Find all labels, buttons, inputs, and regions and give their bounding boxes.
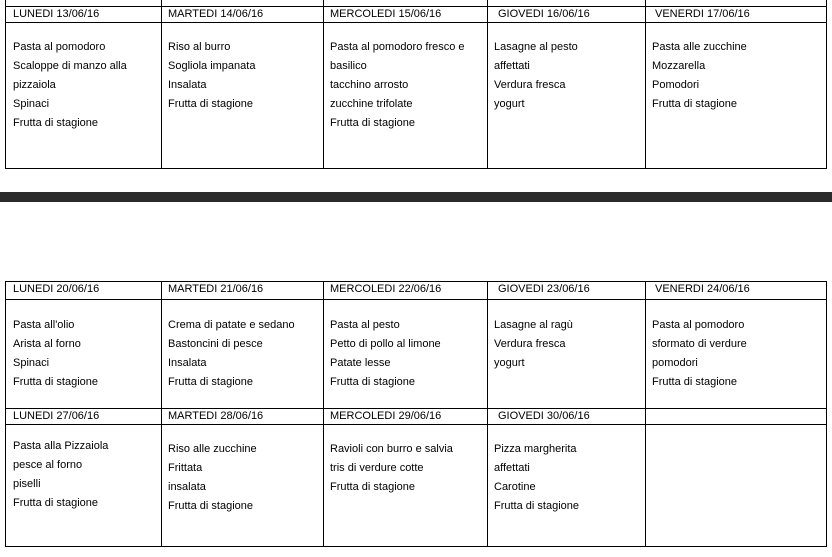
day-header: MARTEDI 14/06/16 (168, 8, 264, 20)
menu-item: Pasta al pomodoro (13, 41, 106, 53)
menu-item: pomodori (652, 357, 698, 369)
day-header: LUNEDI 27/06/16 (13, 410, 100, 422)
menu-item: Pasta al pomodoro (652, 319, 745, 331)
table2-week-rule (5, 408, 827, 409)
day-menu (330, 440, 453, 497)
table2-header2-rule (5, 424, 827, 425)
day-menu (652, 316, 747, 392)
menu-item: Sogliola impanata (168, 60, 256, 72)
table1-col-1 (161, 0, 162, 169)
day-header: MERCOLEDI 22/06/16 (330, 283, 442, 295)
menu-item: Frutta di stagione (168, 376, 253, 388)
day-menu (13, 437, 108, 513)
day-header: LUNEDI 20/06/16 (13, 283, 100, 295)
menu-item: Pomodori (652, 79, 700, 91)
table1-col-2 (323, 0, 324, 169)
table2-top-rule (5, 281, 827, 282)
menu-item: Scaloppe di manzo alla (13, 60, 127, 72)
day-header: MERCOLEDI 15/06/16 (330, 8, 442, 20)
day-menu (13, 38, 127, 133)
menu-item: Carotine (494, 481, 536, 493)
menu-item: Pizza margherita (494, 443, 577, 455)
menu-item: insalata (168, 481, 206, 493)
menu-item: Frutta di stagione (494, 500, 579, 512)
day-header: MARTEDI 28/06/16 (168, 410, 264, 422)
day-menu (168, 316, 295, 392)
table2-header-rule (5, 299, 827, 300)
day-menu (494, 38, 578, 114)
menu-item: Pasta all'olio (13, 319, 75, 331)
day-header: VENERDI 17/06/16 (655, 8, 750, 20)
menu-item: Frutta di stagione (330, 376, 415, 388)
menu-item: tris di verdure cotte (330, 462, 424, 474)
table1-col-3 (487, 0, 488, 169)
menu-item: Spinaci (13, 357, 50, 369)
day-menu (13, 316, 98, 392)
menu-item: Mozzarella (652, 60, 706, 72)
menu-item: sformato di verdure (652, 338, 747, 350)
menu-item: Pasta alla Pizzaiola (13, 440, 109, 452)
menu-item: Insalata (168, 79, 207, 91)
table1-col-4 (645, 0, 646, 169)
day-menu (494, 440, 579, 516)
table2-col-2 (323, 281, 324, 547)
menu-item: affettati (494, 462, 530, 474)
table2-col-4 (645, 281, 646, 547)
menu-item: Pasta al pomodoro fresco e (330, 41, 465, 53)
menu-item: zucchine trifolate (330, 98, 413, 110)
menu-item: Frutta di stagione (652, 98, 737, 110)
menu-item: Riso al burro (168, 41, 231, 53)
menu-item: Crema di patate e sedano (168, 319, 295, 331)
table1-col-0 (5, 0, 6, 169)
menu-item: pesce al forno (13, 459, 83, 471)
menu-item: Lasagne al ragù (494, 319, 573, 331)
day-menu (652, 38, 747, 114)
menu-item: yogurt (494, 357, 525, 369)
menu-item: Frutta di stagione (168, 500, 253, 512)
menu-item: Frutta di stagione (168, 98, 253, 110)
menu-item: Frutta di stagione (330, 117, 415, 129)
menu-item: Bastoncini di pesce (168, 338, 263, 350)
day-menu (330, 316, 441, 392)
day-header: GIOVEDI 23/06/16 (498, 283, 590, 295)
table2-col-5 (826, 281, 827, 547)
menu-item: Spinaci (13, 98, 50, 110)
table2-col-1 (161, 281, 162, 547)
table2-bottom-rule (5, 546, 827, 547)
menu-item: basilico (330, 60, 367, 72)
day-header: LUNEDI 13/06/16 (13, 8, 100, 20)
menu-item: Frutta di stagione (330, 481, 415, 493)
table1-header-rule (5, 22, 827, 23)
menu-item: Petto di pollo al limone (330, 338, 441, 350)
menu-item: affettati (494, 60, 530, 72)
page-separator (0, 192, 832, 202)
table1-bottom-rule (5, 168, 827, 169)
menu-item: Verdura fresca (494, 79, 566, 91)
menu-item: Patate lesse (330, 357, 391, 369)
day-menu (330, 38, 465, 133)
day-menu (494, 316, 573, 373)
day-header: GIOVEDI 30/06/16 (498, 410, 590, 422)
menu-item: Frittata (168, 462, 203, 474)
menu-item: Ravioli con burro e salvia (330, 443, 453, 455)
day-header: GIOVEDI 16/06/16 (498, 8, 590, 20)
menu-item: Frutta di stagione (652, 376, 737, 388)
table1-top-rule (5, 6, 827, 7)
menu-item: tacchino arrosto (330, 79, 409, 91)
day-header: MERCOLEDI 29/06/16 (330, 410, 442, 422)
menu-item: Riso alle zucchine (168, 443, 257, 455)
menu-item: piselli (13, 478, 41, 490)
menu-item: Frutta di stagione (13, 376, 98, 388)
menu-item: yogurt (494, 98, 525, 110)
menu-item: Insalata (168, 357, 207, 369)
menu-item: Pasta al pesto (330, 319, 400, 331)
menu-item: Lasagne al pesto (494, 41, 578, 53)
menu-item: Frutta di stagione (13, 117, 98, 129)
table2-col-0 (5, 281, 6, 547)
menu-item: Verdura fresca (494, 338, 566, 350)
day-menu (168, 38, 255, 114)
day-header: MARTEDI 21/06/16 (168, 283, 264, 295)
day-menu (168, 440, 257, 516)
menu-item: Arista al forno (13, 338, 81, 350)
table2-col-3 (487, 281, 488, 547)
menu-item: pizzaiola (13, 79, 56, 91)
day-header: VENERDI 24/06/16 (655, 283, 750, 295)
menu-item: Frutta di stagione (13, 497, 98, 509)
table1-col-5 (826, 0, 827, 169)
menu-item: Pasta alle zucchine (652, 41, 747, 53)
